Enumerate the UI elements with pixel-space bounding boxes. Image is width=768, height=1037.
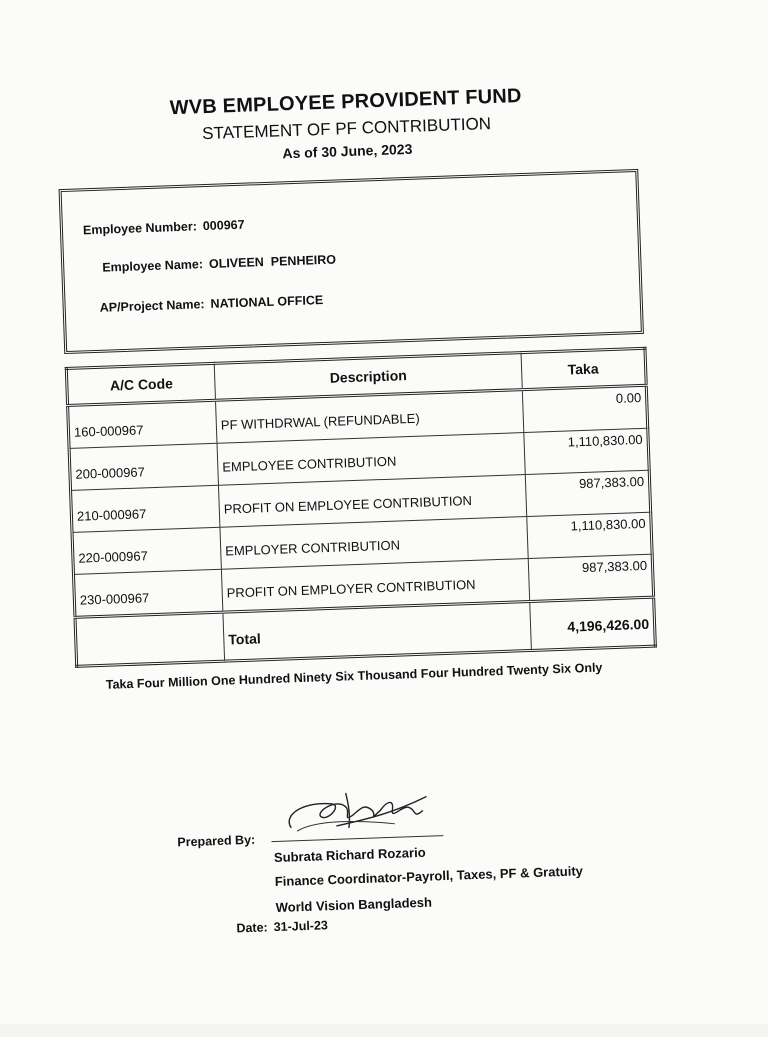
ac-code-cell: 200-000967 [69,443,218,490]
total-label: Total [223,601,532,661]
header-ac-code: A/C Code [66,363,215,405]
employee-name-value: OLIVEEN PENHEIRO [208,252,337,271]
total-blank-cell [75,612,225,666]
employee-info-box [59,169,644,354]
project-name-row [99,293,323,315]
date-label: Date: [236,920,268,936]
description-cell: PROFIT ON EMPLOYEE CONTRIBUTION [218,475,526,528]
amount-cell: 1,110,830.00 [527,512,652,558]
amount-cell: 987,383.00 [528,554,653,601]
prepared-by-label: Prepared By: [177,832,256,850]
ac-code-cell: 210-000967 [71,485,220,532]
project-name-value: NATIONAL OFFICE [210,292,324,311]
amount-in-words: Taka Four Million One Hundred Ninety Six Thousand Four Hundred Twenty Six Only [105,660,603,692]
employee-name-row [102,253,336,275]
ac-code-cell: 160-000967 [68,400,217,448]
amount-cell: 987,383.00 [525,470,650,516]
employee-number-value: 000967 [202,217,245,234]
contribution-table [65,347,657,668]
ac-code-cell: 220-000967 [72,527,221,574]
amount-cell: 1,110,830.00 [524,428,649,474]
date-row [236,918,328,935]
document-title: WVB EMPLOYEE PROVIDENT FUND [169,84,522,120]
employee-number-row [83,218,245,238]
description-cell: EMPLOYEE CONTRIBUTION [217,433,525,486]
document-subtitle: STATEMENT OF PF CONTRIBUTION [201,114,492,144]
preparer-title: Finance Coordinator-Payroll, Taxes, PF & Gratuity [274,863,584,890]
amount-cell: 0.00 [522,385,647,432]
preparer-name: Subrata Richard Rozario [273,844,426,866]
header-description: Description [214,353,522,401]
description-cell: PROFIT ON EMPLOYER CONTRIBUTION [221,558,529,612]
employee-name-label: Employee Name: [102,257,204,275]
ac-code-cell: 230-000967 [73,569,222,617]
total-amount: 4,196,426.00 [530,597,656,650]
description-cell: EMPLOYER CONTRIBUTION [220,517,528,570]
as-of-date: As of 30 June, 2023 [282,140,413,162]
signature-scribble [275,778,437,842]
project-name-label: AP/Project Name: [99,297,205,315]
header-taka: Taka [521,348,646,389]
employee-number-label: Employee Number: [82,219,198,238]
description-cell: PF WITHDRWAL (REFUNDABLE) [215,390,523,444]
date-value: 31-Jul-23 [273,918,329,935]
organization-name: World Vision Bangladesh [275,894,433,916]
